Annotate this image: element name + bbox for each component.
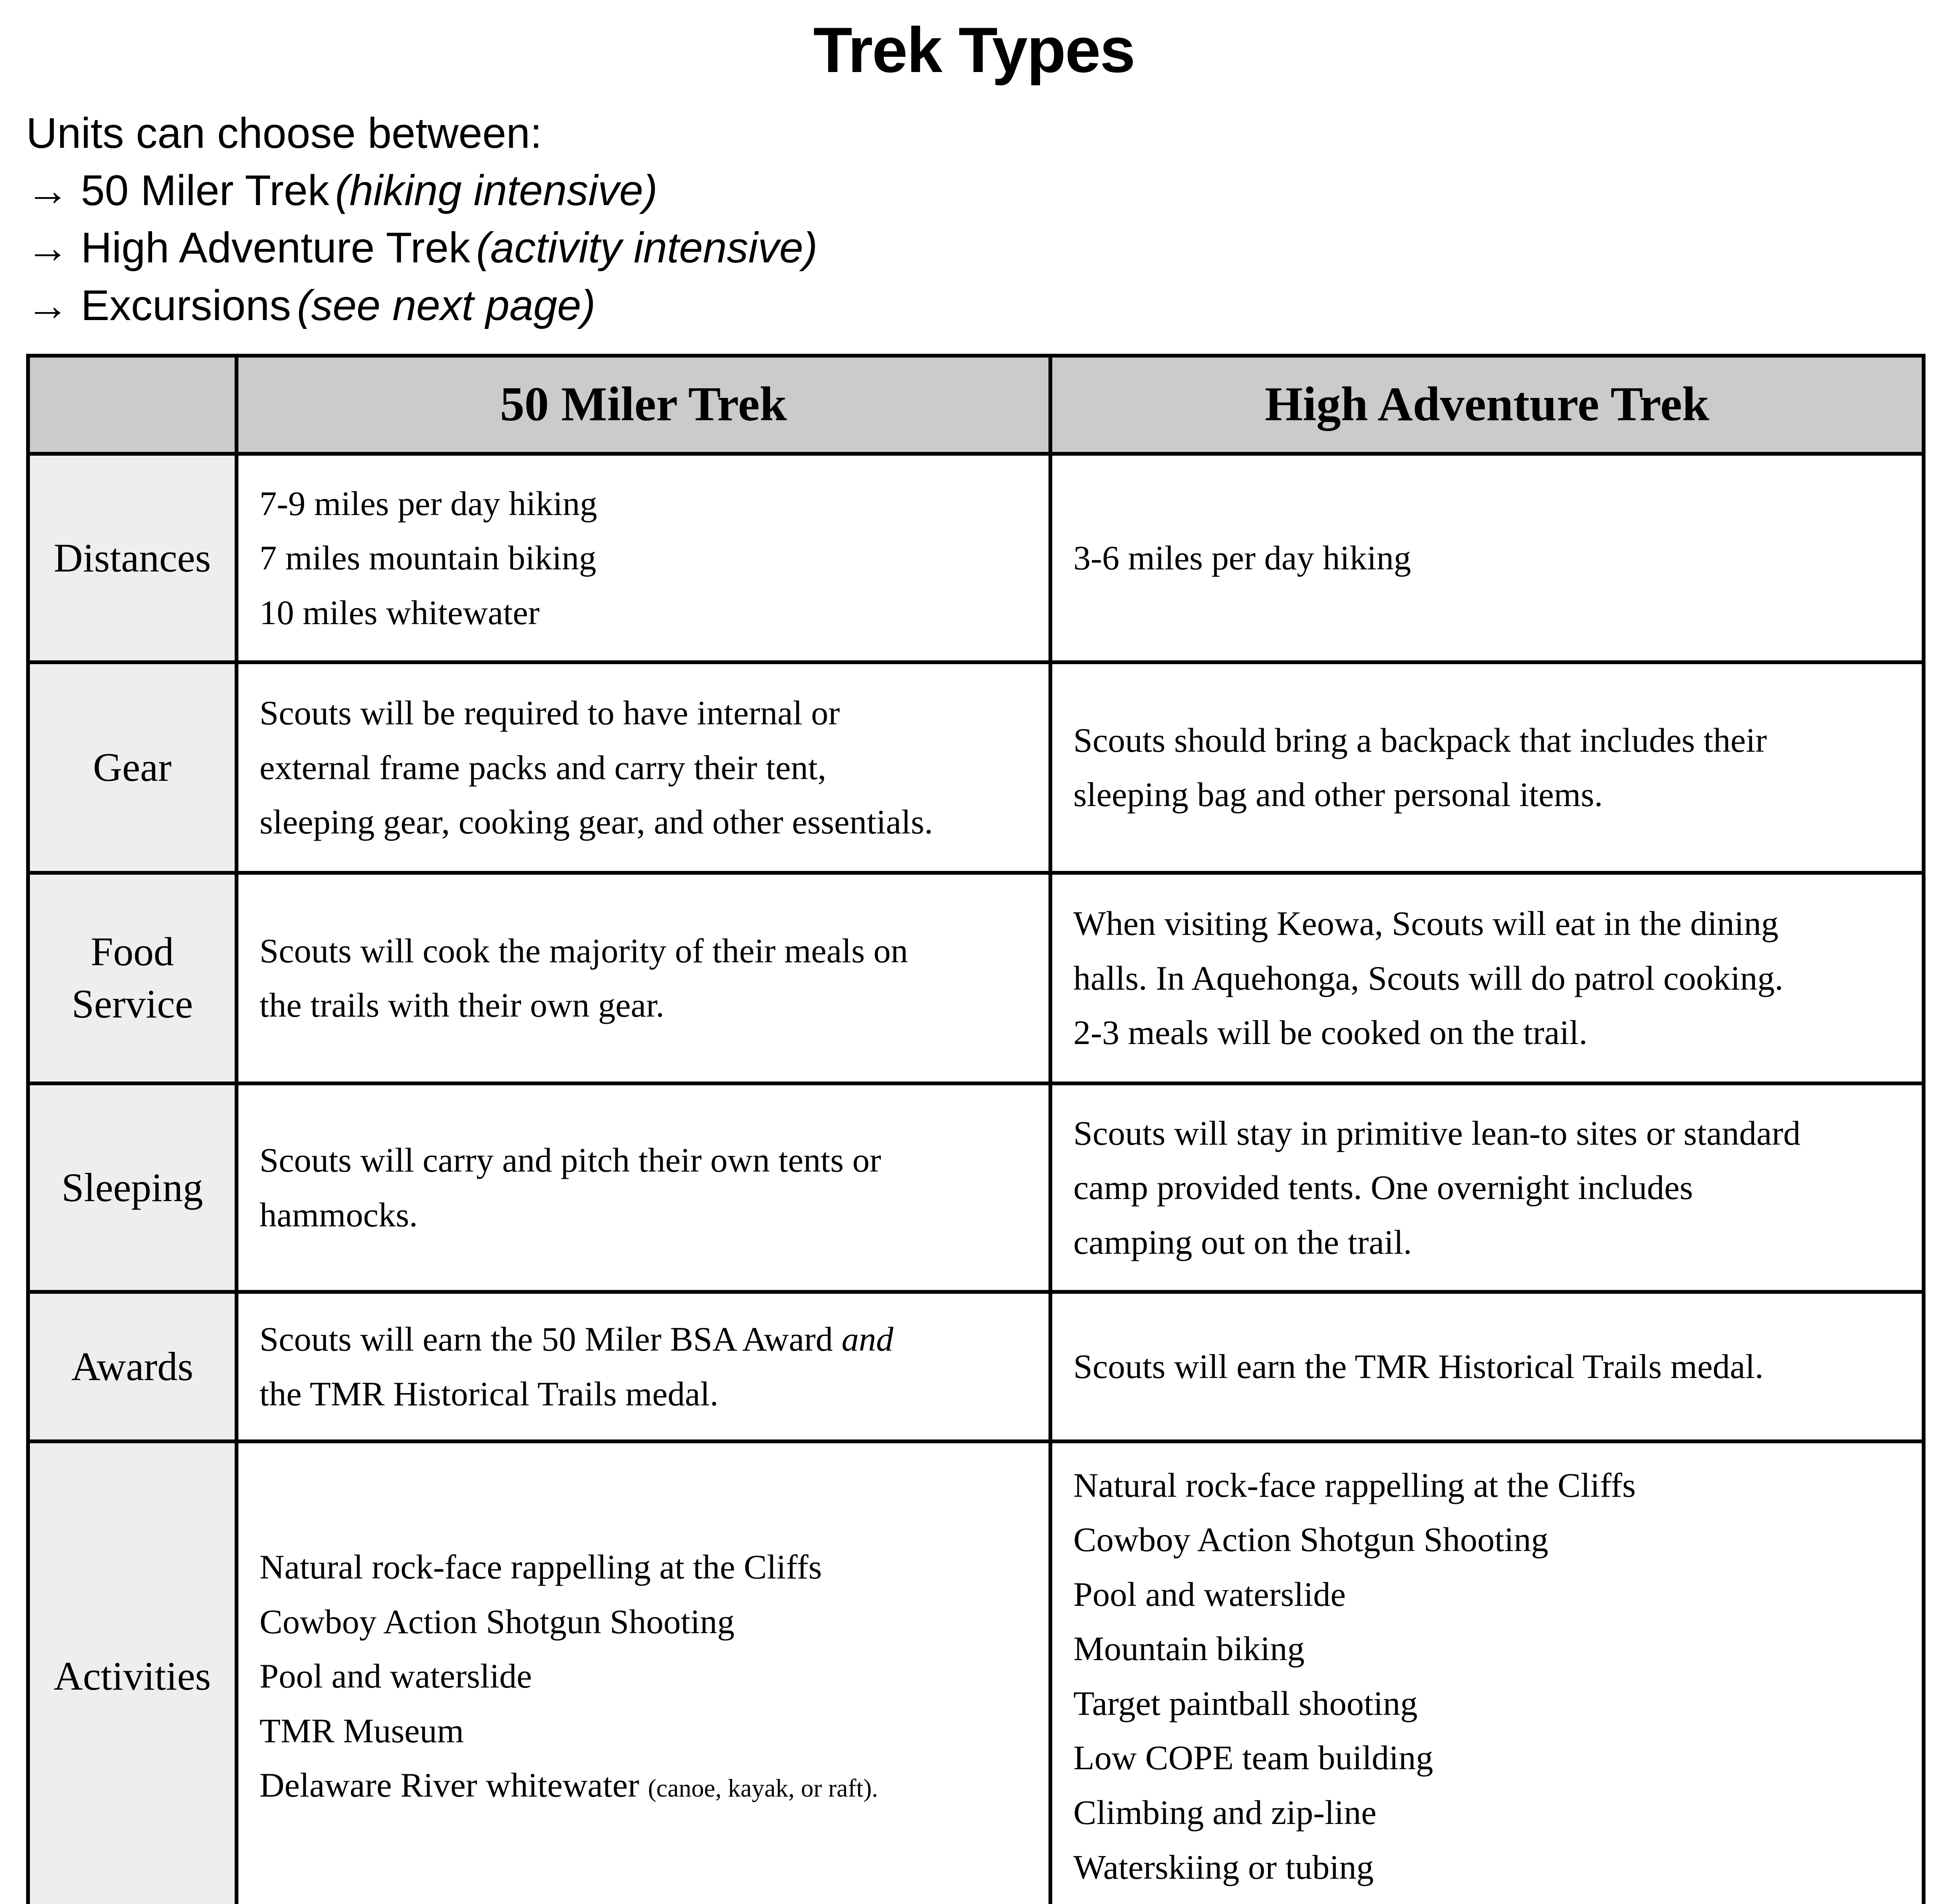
cell-line: sleeping bag and other personal items. — [1073, 775, 1603, 814]
cell-line: Delaware River whitewater (canoe, kayak, or raft). — [259, 1766, 878, 1805]
row-label-food-service: Food Service — [28, 873, 237, 1083]
column-header-high-adventure-trek: High Adventure Trek — [1051, 355, 1924, 454]
column-header-50-miler-trek: 50 Miler Trek — [237, 355, 1051, 454]
row-label-awards: Awards — [28, 1292, 237, 1441]
table-row-awards — [28, 1292, 1924, 1441]
awards-high-adventure-cell — [1051, 1292, 1924, 1441]
table-header-row — [28, 355, 1924, 454]
gear-50-miler-cell — [237, 662, 1051, 873]
trek-option-note: (hiking intensive) — [335, 166, 658, 215]
trek-option-50-miler — [26, 166, 1922, 214]
cell-line: Cowboy Action Shotgun Shooting — [1073, 1520, 1549, 1559]
sleeping-high-adventure-cell — [1051, 1083, 1924, 1292]
cell-line: the TMR Historical Trails medal. — [259, 1374, 719, 1413]
cell-line: Scouts will earn the 50 Miler BSA Award and — [259, 1320, 893, 1359]
cell-line: Scouts will be required to have internal or — [259, 694, 840, 732]
small-parenthetical: (canoe, kayak, or raft). — [648, 1774, 878, 1803]
gear-high-adventure-cell — [1051, 662, 1924, 873]
cell-line: 2-3 meals will be cooked on the trail. — [1073, 1013, 1588, 1052]
cell-line: Natural rock-face rappelling at the Cliffs — [259, 1548, 822, 1586]
activities-50-miler-cell — [237, 1441, 1051, 1904]
cell-line: Natural rock-face rappelling at the Cliffs — [1073, 1466, 1636, 1504]
food-service-50-miler-cell — [237, 873, 1051, 1083]
arrow-icon: → — [26, 166, 69, 215]
table-row-sleeping — [28, 1083, 1924, 1292]
table-row-gear — [28, 662, 1924, 873]
cell-line: Cowboy Action Shotgun Shooting — [259, 1602, 735, 1641]
distances-high-adventure-cell — [1051, 454, 1924, 662]
cell-line: Mountain biking — [1073, 1629, 1305, 1668]
distances-50-miler-cell — [237, 454, 1051, 662]
cell-line: 7-9 miles per day hiking — [259, 484, 597, 523]
corner-cell — [28, 355, 237, 454]
trek-option-label: Excursions — [81, 281, 291, 329]
cell-line: camp provided tents. One overnight includes — [1073, 1168, 1693, 1207]
cell-line: Scouts will carry and pitch their own tents or — [259, 1141, 881, 1180]
cell-line: Pool and waterslide — [1073, 1575, 1346, 1613]
arrow-icon: → — [26, 281, 69, 329]
cell-line: 10 miles whitewater — [259, 593, 540, 632]
cell-line: hammocks. — [259, 1195, 418, 1234]
cell-line: Pool and waterslide — [259, 1657, 532, 1696]
cell-line: TMR Museum — [259, 1711, 464, 1750]
awards-50-miler-cell — [237, 1292, 1051, 1441]
activities-high-adventure-cell — [1051, 1441, 1924, 1904]
cell-line: Scouts should bring a backpack that includes their — [1073, 721, 1767, 759]
page-title: Trek Types — [813, 14, 1135, 86]
row-label-gear: Gear — [28, 662, 237, 873]
cell-line: When visiting Keowa, Scouts will eat in the dining — [1073, 904, 1779, 943]
trek-option-note: (activity intensive) — [476, 224, 818, 272]
table-row-food-service — [28, 873, 1924, 1083]
food-service-high-adventure-cell — [1051, 873, 1924, 1083]
cell-line: Low COPE team building — [1073, 1738, 1434, 1777]
cell-line: the trails with their own gear. — [259, 986, 664, 1025]
row-label-sleeping: Sleeping — [28, 1083, 237, 1292]
trek-option-excursions — [26, 281, 1922, 329]
cell-line: Scouts will cook the majority of their meals on — [259, 931, 908, 970]
intro-text: Units can choose between: — [26, 109, 542, 157]
trek-option-label: High Adventure Trek — [81, 224, 471, 272]
cell-line: halls. In Aquehonga, Scouts will do patrol cooking. — [1073, 959, 1784, 997]
cell-line: 3-6 miles per day hiking — [1073, 539, 1411, 577]
sleeping-50-miler-cell — [237, 1083, 1051, 1292]
trek-comparison-table — [26, 354, 1926, 1904]
arrow-icon: → — [26, 224, 69, 272]
cell-line: 7 miles mountain biking — [259, 539, 596, 577]
trek-option-label: 50 Miler Trek — [81, 166, 329, 215]
cell-line: external frame packs and carry their tent, — [259, 748, 826, 787]
row-label-distances: Distances — [28, 454, 237, 662]
trek-option-note: (see next page) — [297, 281, 596, 329]
cell-line: sleeping gear, cooking gear, and other essentials. — [259, 803, 933, 841]
cell-line: Scouts will stay in primitive lean-to sites or standard — [1073, 1114, 1801, 1152]
cell-line: Target paintball shooting — [1073, 1684, 1418, 1722]
trek-option-high-adventure — [26, 224, 1922, 272]
cell-line: Scouts will earn the TMR Historical Trails medal. — [1073, 1347, 1764, 1386]
row-label-activities: Activities — [28, 1441, 237, 1904]
cell-line: Waterskiing or tubing — [1073, 1848, 1374, 1886]
table-row-distances — [28, 454, 1924, 662]
cell-line: camping out on the trail. — [1073, 1223, 1412, 1261]
italic-and: and — [841, 1320, 893, 1359]
cell-line: Climbing and zip-line — [1073, 1793, 1377, 1832]
table-row-activities — [28, 1441, 1924, 1904]
